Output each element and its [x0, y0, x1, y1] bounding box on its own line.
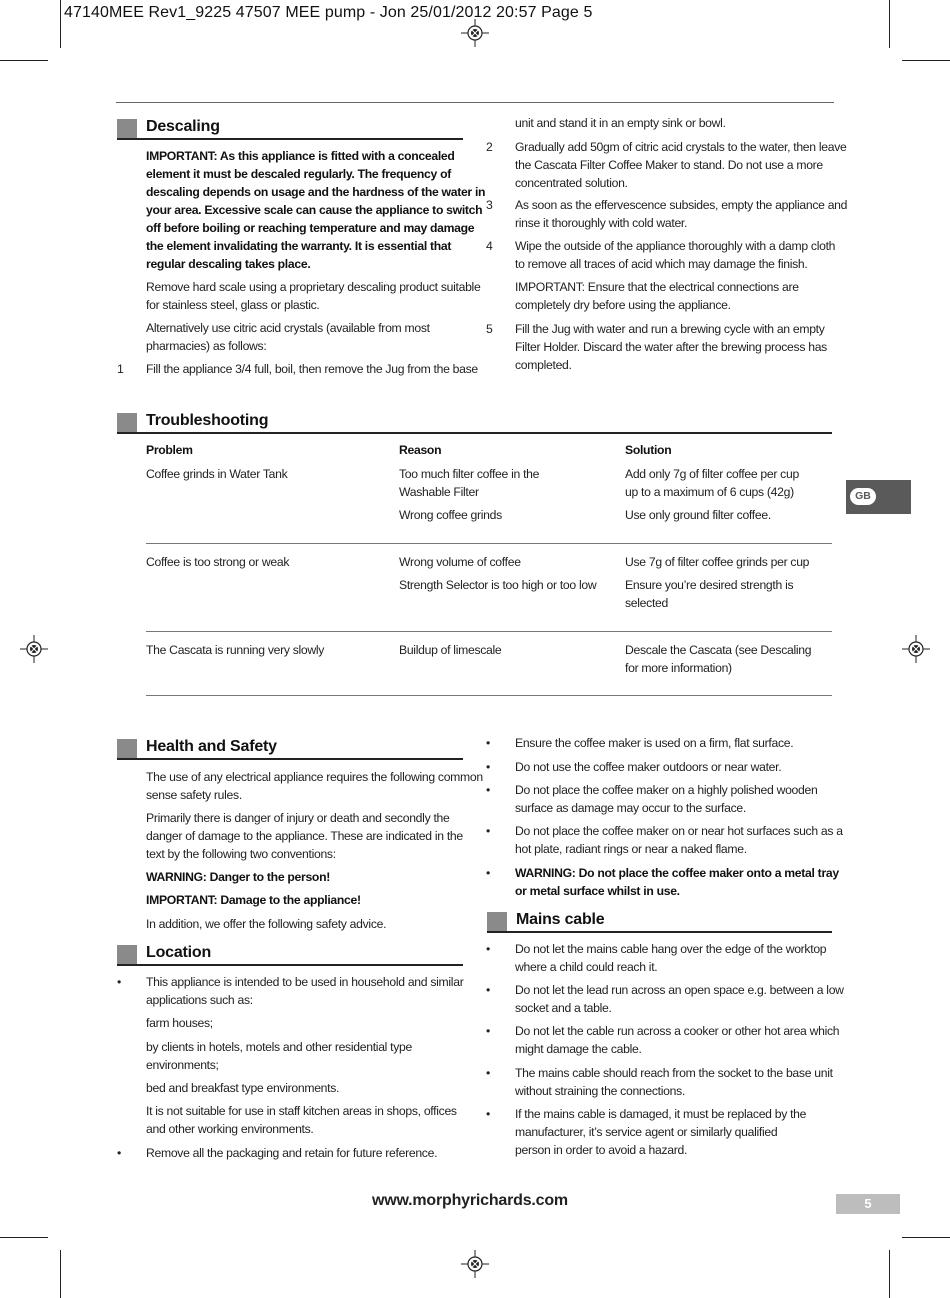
table-cell-solution: Descale the Cascata (see Descaling for more information): [625, 643, 812, 675]
descaling-step-continued: unit and stand it in an empty sink or bowl.: [515, 116, 726, 130]
section-descaling-heading: [117, 117, 463, 139]
table-cell-solution: Use only ground filter coffee.: [625, 508, 771, 522]
bullet-icon: •: [486, 983, 491, 997]
location-subitem: farm houses;: [146, 1016, 213, 1030]
mains-bullet: If the mains cable is damaged, it must be replaced by the manufacturer, it’s service agent or similarly qualified person in order to avoid a hazard.: [515, 1107, 807, 1157]
descaling-paragraph: Alternatively use citric acid crystals (available from most pharmacies) as follows:: [146, 321, 430, 353]
table-row-divider: [146, 543, 832, 544]
location-bullet: Do not place the coffee maker on or near hot surfaces such as a hot plate, radiant rings or near a naked flame.: [515, 824, 843, 856]
important-convention: IMPORTANT: Damage to the appliance!: [146, 893, 361, 907]
crop-mark-bottom-left-h: [0, 1237, 48, 1238]
bullet-icon: •: [486, 824, 491, 838]
table-cell-reason: Strength Selector is too high or too low: [399, 578, 597, 592]
table-row-divider: [146, 695, 832, 696]
crop-mark-bottom-right-v: [889, 1250, 890, 1298]
descaling-step: Wipe the outside of the appliance thoroughly with a damp cloth to remove all traces of acid which may damage the finish.: [515, 239, 836, 271]
table-cell-reason: Wrong volume of coffee: [399, 555, 521, 569]
bullet-icon: •: [117, 975, 122, 989]
location-warning-bullet: WARNING: Do not place the coffee maker onto a metal tray or metal surface whilst in use.: [515, 866, 839, 898]
section-rule: [117, 432, 832, 434]
descaling-step: As soon as the effervescence subsides, empty the appliance and rinse it thoroughly with cold water.: [515, 198, 848, 230]
table-cell-reason: Wrong coffee grinds: [399, 508, 502, 522]
step-number: 5: [486, 322, 493, 336]
crop-mark-top-right-v: [889, 0, 890, 48]
section-troubleshooting-heading: [117, 411, 832, 433]
step-number: 1: [117, 362, 124, 376]
language-code-badge: GB: [850, 488, 876, 505]
section-title: Mains cable: [516, 911, 605, 928]
descaling-step-note: IMPORTANT: Ensure that the electrical connections are completely dry before using the appliance.: [515, 280, 799, 312]
registration-mark-icon: [902, 635, 930, 663]
location-subitem: It is not suitable for use in staff kitchen areas in shops, offices and other working environments.: [146, 1104, 457, 1136]
section-location-heading: [117, 943, 463, 965]
bullet-icon: •: [486, 866, 491, 880]
brand-website-url: www.morphyrichards.com: [372, 1192, 568, 1209]
crop-mark-top-left-h: [0, 60, 48, 61]
section-rule: [117, 758, 463, 760]
section-marker: [117, 739, 137, 759]
section-marker: [117, 413, 137, 433]
section-rule: [487, 931, 832, 933]
warning-convention: WARNING: Danger to the person!: [146, 870, 330, 884]
table-cell-solution: Add only 7g of filter coffee per cup up to a maximum of 6 cups (42g): [625, 467, 799, 499]
registration-mark-icon: [461, 19, 489, 47]
table-cell-problem: The Cascata is running very slowly: [146, 643, 325, 657]
section-marker: [117, 119, 137, 139]
section-rule: [117, 138, 463, 140]
table-cell-reason: Buildup of limescale: [399, 643, 502, 657]
health-paragraph: Primarily there is danger of injury or death and secondly the danger of damage to the appliance. These are indicated in the text by the following two conventions:: [146, 811, 463, 861]
descaling-step: Fill the Jug with water and run a brewing cycle with an empty Filter Holder. Discard the water after the brewing process has completed.: [515, 322, 827, 372]
descaling-step: Gradually add 50gm of citric acid crystals to the water, then leave the Cascata Filter Coffee Maker to stand. Do not use a more concentrated solution.: [515, 140, 847, 190]
location-subitem: bed and breakfast type environments.: [146, 1081, 340, 1095]
crop-mark-top-right-h: [902, 60, 950, 61]
descaling-important-note: IMPORTANT: As this appliance is fitted with a concealed element it must be descaled regularly. The frequency of descaling depends on usage and the hardness of the water in your area. Excessive scale can cause the appliance to switch off before boiling or reaching temperature and may damage the element invalidating the warranty. It is essential that regular descaling takes place.: [146, 149, 486, 271]
bullet-icon: •: [486, 942, 491, 956]
page-number-badge: 5: [836, 1194, 900, 1214]
table-header-problem: Problem: [146, 443, 193, 457]
table-cell-solution: Ensure you’re desired strength is selected: [625, 578, 794, 610]
mains-bullet: The mains cable should reach from the socket to the base unit without straining the connections.: [515, 1066, 833, 1098]
location-subitem: by clients in hotels, motels and other residential type environments;: [146, 1040, 412, 1072]
mains-bullet: Do not let the mains cable hang over the edge of the worktop where a child could reach it.: [515, 942, 827, 974]
health-paragraph: In addition, we offer the following safety advice.: [146, 917, 387, 931]
section-title: Health and Safety: [146, 738, 277, 755]
location-bullet: Do not use the coffee maker outdoors or near water.: [515, 760, 782, 774]
registration-mark-icon: [461, 1250, 489, 1278]
top-rule: [116, 102, 834, 103]
section-title: Troubleshooting: [146, 412, 269, 429]
crop-mark-bottom-left-v: [60, 1250, 61, 1298]
descaling-paragraph: Remove hard scale using a proprietary descaling product suitable for stainless steel, glass or plastic.: [146, 280, 481, 312]
table-header-reason: Reason: [399, 443, 442, 457]
mains-bullet: Do not let the cable run across a cooker or other hot area which might damage the cable.: [515, 1024, 840, 1056]
registration-mark-icon: [20, 635, 48, 663]
bullet-icon: •: [486, 1024, 491, 1038]
bullet-icon: •: [486, 760, 491, 774]
location-bullet: Do not place the coffee maker on a highly polished wooden surface as damage may occur to the surface.: [515, 783, 818, 815]
step-number: 2: [486, 140, 493, 154]
section-title: Location: [146, 944, 212, 961]
location-bullet: Remove all the packaging and retain for future reference.: [146, 1146, 438, 1160]
step-number: 4: [486, 239, 493, 253]
step-number: 3: [486, 198, 493, 212]
section-marker: [117, 945, 137, 965]
location-bullet: This appliance is intended to be used in household and similar applications such as:: [146, 975, 464, 1007]
bullet-icon: •: [117, 1146, 122, 1160]
section-health-safety-heading: [117, 737, 463, 759]
bullet-icon: •: [486, 736, 491, 750]
table-cell-solution: Use 7g of filter coffee grinds per cup: [625, 555, 810, 569]
mains-bullet: Do not let the lead run across an open space e.g. between a low socket and a table.: [515, 983, 844, 1015]
bullet-icon: •: [486, 1066, 491, 1080]
crop-mark-top-left-v: [60, 0, 61, 48]
section-mains-cable-heading: [487, 910, 832, 932]
crop-mark-bottom-right-h: [902, 1237, 950, 1238]
descaling-step: Fill the appliance 3/4 full, boil, then remove the Jug from the base: [146, 362, 478, 376]
table-cell-problem: Coffee grinds in Water Tank: [146, 467, 288, 481]
table-row-divider: [146, 631, 832, 632]
print-slug-line: 47140MEE Rev1_9225 47507 MEE pump - Jon 25/01/2012 20:57 Page 5: [64, 4, 593, 21]
location-bullet: Ensure the coffee maker is used on a firm, flat surface.: [515, 736, 794, 750]
section-rule: [117, 964, 463, 966]
bullet-icon: •: [486, 783, 491, 797]
section-marker: [487, 912, 507, 932]
bullet-icon: •: [486, 1107, 491, 1121]
table-cell-reason: Too much filter coffee in the Washable Filter: [399, 467, 540, 499]
table-header-solution: Solution: [625, 443, 672, 457]
section-title: Descaling: [146, 118, 220, 135]
table-cell-problem: Coffee is too strong or weak: [146, 555, 290, 569]
health-paragraph: The use of any electrical appliance requires the following common sense safety rules.: [146, 770, 483, 802]
